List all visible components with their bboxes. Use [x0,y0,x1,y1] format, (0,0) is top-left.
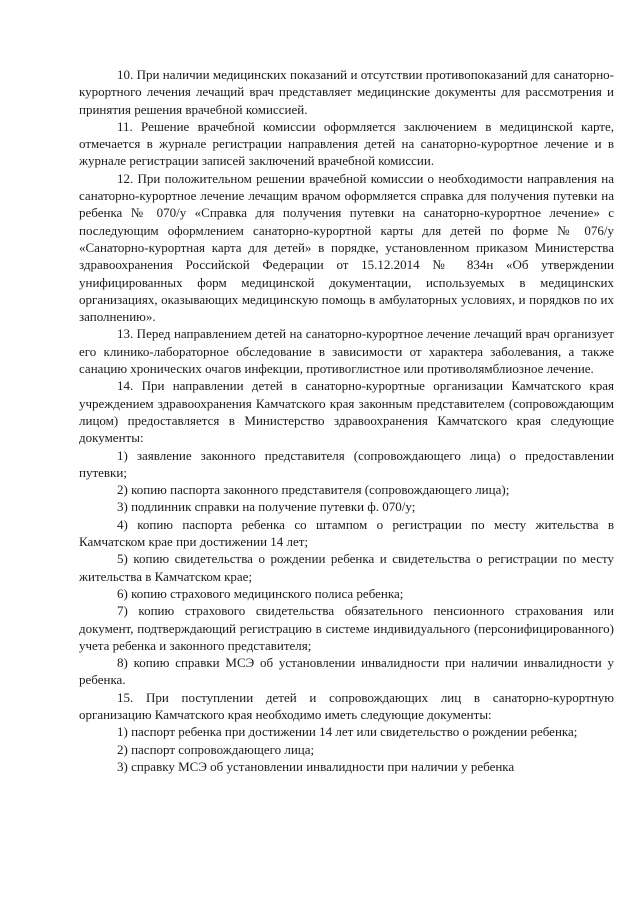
paragraph-15: 15. При поступлении детей и сопровождающих лиц в санаторно-курортную организацию Камчатского края необходимо иметь следующие документы: [79,689,614,722]
paragraph-13: 13. Перед направлением детей на санаторно-курортное лечение лечащий врач организует его клинико-лабораторное обследование в зависимости от характера заболевания, а также санацию хронических очагов инфекции, противоглистное или противолямблиозное лечение. [79,326,614,377]
paragraph-10: 10. При наличии медицинских показаний и отсутствии противопоказаний для санаторно-курортного лечения лечащий врач представляет медицинские документы для рассмотрения и принятия решения врачебной комиссией. [79,67,614,117]
list-item-15-1: 1) паспорт ребенка при достижении 14 лет или свидетельство о рождении ребенка; [117,724,578,740]
list-item-14-6: 6) копию страхового медицинского полиса ребенка; [117,585,404,601]
paragraph-12: 12. При положительном решении врачебной комиссии о необходимости направления на санаторно-курортное лечение лечащим врачом оформляется справка для получения путевки на ребенка № 070/у «Справка для получения путевки на санаторно-курортное лечение» с последующим оформлением санаторно-курортной карты для детей по форме № 076/у «Санаторно-курортная карта для детей» в порядке, установленном приказом Министерства здравоохранения Российской Федерации от 15.12.2014 № 834н «Об утверждении унифицированных форм медицинской документации, используемых в медицинских организациях, оказывающих медицинскую помощь в амбулаторных условиях, и порядков по их заполнению». [79,170,614,325]
paragraph-14: 14. При направлении детей в санаторно-курортные организации Камчатского края учреждением здравоохранения Камчатского края законным представителем (сопровождающим лицом) предоставляется в Министерство здравоохранения Камчатского края следующие документы: [79,378,614,446]
list-item-14-8: 8) копию справки МСЭ об установлении инвалидности при наличии инвалидности у ребенка. [79,655,614,688]
list-item-15-3: 3) справку МСЭ об установлении инвалидности при наличии у ребенка [117,758,515,774]
list-item-14-4: 4) копию паспорта ребенка со штампом о регистрации по месту жительства в Камчатском крае при достижении 14 лет; [79,516,614,550]
paragraph-11: 11. Решение врачебной комиссии оформляется заключением в медицинской карте, отмечается в журнале регистрации направления детей на санаторно-курортное лечение и в журнале регистрации записей заключений врачебной комиссии. [79,118,614,169]
list-item-14-3: 3) подлинник справки на получение путевки ф. 070/у; [117,499,416,515]
list-item-14-7: 7) копию страхового свидетельства обязательного пенсионного страхования или документ, подтверждающий регистрацию в системе индивидуального (персонифицированного) учета ребенка и законного представителя; [79,603,614,653]
list-item-14-5: 5) копию свидетельства о рождении ребенка и свидетельства о регистрации по месту жительства в Камчатском крае; [79,551,614,584]
list-item-15-2: 2) паспорт сопровождающего лица; [117,741,315,757]
list-item-14-2: 2) копию паспорта законного представителя (сопровождающего лица); [117,482,510,498]
list-item-14-1: 1) заявление законного представителя (сопровождающего лица) о предоставлении путевки; [79,447,614,480]
